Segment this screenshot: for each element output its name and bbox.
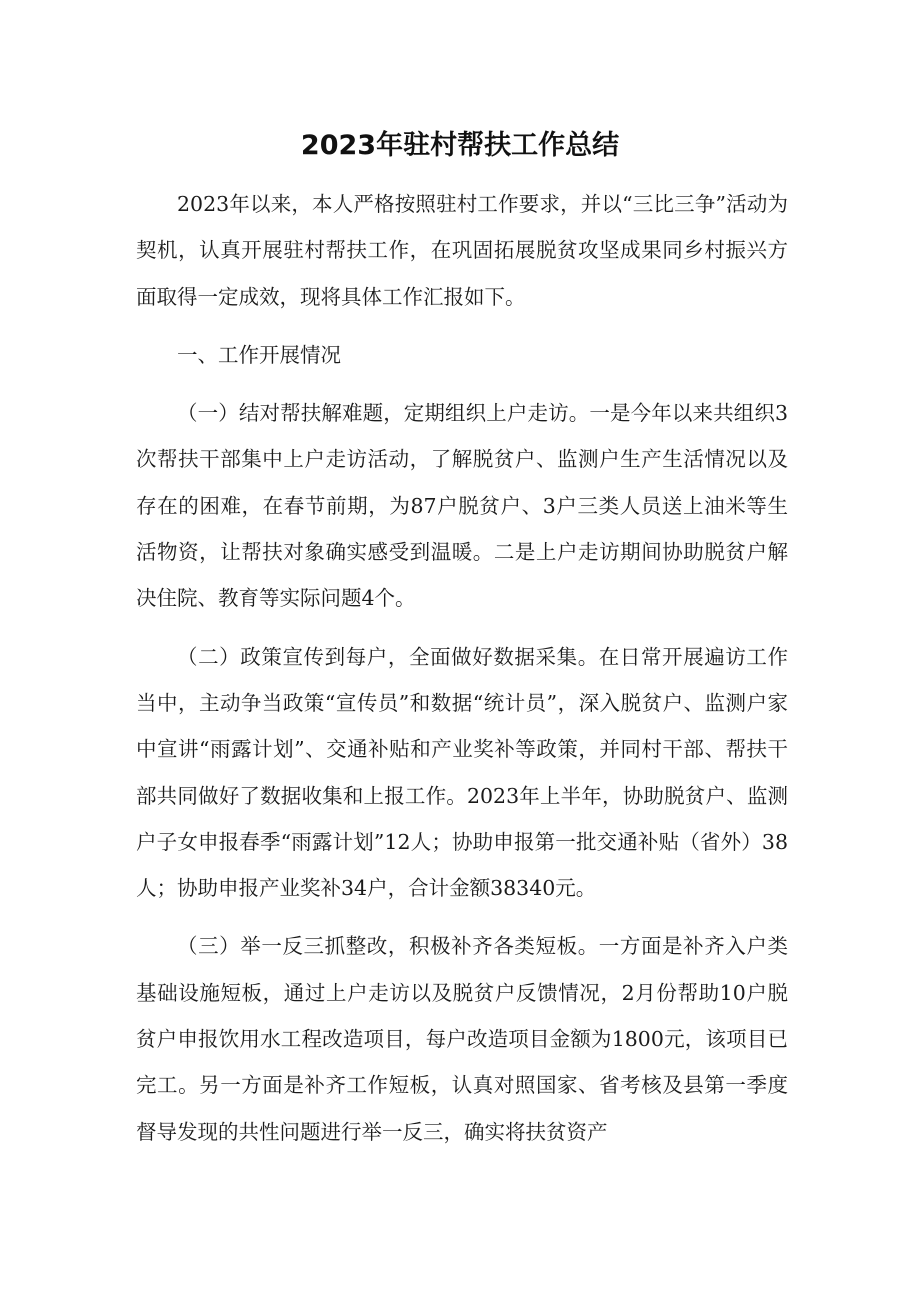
document-title: 2023年驻村帮扶工作总结 (300, 130, 620, 161)
paragraph-visits: （一）结对帮扶解难题，定期组织上户走访。一是今年以来共组织3次帮扶干部集中上户走访活动，了解脱贫户、监测户生产生活情况以及存在的困难，在春节前期，为87户脱贫户、3户三类人员送上油米等生活物资，让帮扶对象确实感受到温暖。二是上户走访期间协助脱贫户解决住院、教育等实际问题4个。 (136, 401, 788, 611)
paragraph-intro: 2023年以来，本人严格按照驻村工作要求，并以“三比三争”活动为契机，认真开展驻村帮扶工作，在巩固拓展脱贫攻坚成果同乡村振兴方面取得一定成效，现将具体工作汇报如下。 (136, 192, 788, 309)
paragraph-rectification: （三）举一反三抓整改，积极补齐各类短板。一方面是补齐入户类基础设施短板，通过上户走访以及脱贫户反馈情况，2月份帮助10户脱贫户申报饮用水工程改造项目，每户改造项目金额为1800元，该项目已完工。另一方面是补齐工作短板，认真对照国家、省考核及县第一季度督导发现的共性问题进行举一反三，确实将扶贫资产 (136, 934, 788, 1144)
paragraph-policy-publicity: （二）政策宣传到每户，全面做好数据采集。在日常开展遍访工作当中，主动争当政策“宣传员”和数据“统计员”，深入脱贫户、监测户家中宣讲“雨露计划”、交通补贴和产业奖补等政策，并同村干部、帮扶干部共同做好了数据收集和上报工作。2023年上半年，协助脱贫户、监测户子女申报春季“雨露计划”12人；协助申报第一批交通补贴（省外）38人；协助申报产业奖补34户，合计金额38340元。 (136, 644, 788, 901)
document-body (136, 181, 788, 1155)
section-heading-work-status: 一、工作开展情况 (177, 342, 341, 367)
